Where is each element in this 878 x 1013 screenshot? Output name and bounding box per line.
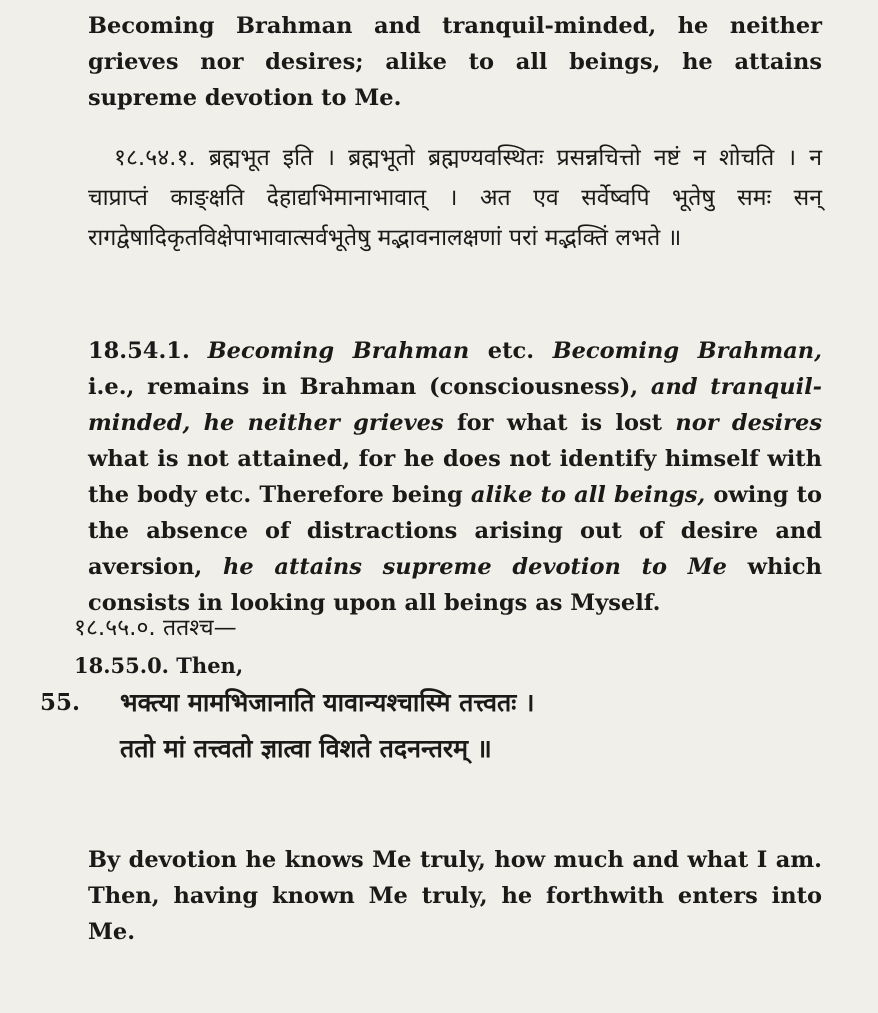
sanskrit-commentary-block (88, 138, 822, 258)
sanskrit-commentary-text: १८.५४.१. ब्रह्मभूत इति । ब्रह्मभूतो ब्रह्मण्यवस्थितः प्रसन्नचित्तो नष्टं न शोचति । न चाप्राप्तं काङ्क्षति देहाद्यभिमानाभावात् । अत एव सर्वेष्वपि भूतेषु समः सन् रागद्वेषादिकृतविक्षेपाभावात्सर्वभूतेषु मद्भावनालक्षणां परां मद्भक्तिं लभते ॥ (88, 145, 822, 251)
verse-block (0, 683, 878, 783)
verse-line-2: ततो मां तत्त्वतो ज्ञात्वा विशते तदनन्तरम् ॥ (120, 734, 492, 763)
english-commentary-block (88, 333, 822, 621)
translation-paragraph-bottom (88, 842, 822, 950)
translation-paragraph-top (88, 8, 822, 116)
then-line: 18.55.0. Then, (74, 653, 244, 678)
verse-line-1: भक्त्या मामभिजानाति यावान्यश्चास्मि तत्त्वतः । (120, 688, 535, 717)
verse-number: 55. (40, 689, 81, 716)
sanskrit-intro: १८.५५.०. ततश्च— (74, 615, 237, 641)
translation-text: Becoming Brahman and tranquil-minded, he neither grieves nor desires; alike to all beings, he attains supreme devotion to Me. (88, 13, 822, 111)
translation-text: By devotion he knows Me truly, how much and what I am. Then, having known Me truly, he forthwith enters into Me. (88, 847, 822, 945)
commentary-ref: 18.54.1. (88, 338, 190, 364)
english-commentary-text: 18.54.1. Becoming Brahman etc. Becoming Brahman, i.e., remains in Brahman (consciousness), and tranquil-minded, he neither grieves for what is lost nor desires what is not attained, for he does not identify himself with the body etc. Therefore being alike to all beings, owing to the absence of distractions arising out of desire and aversion, he attains supreme devotion to Me which consists in looking upon all beings as Myself. (88, 338, 823, 616)
